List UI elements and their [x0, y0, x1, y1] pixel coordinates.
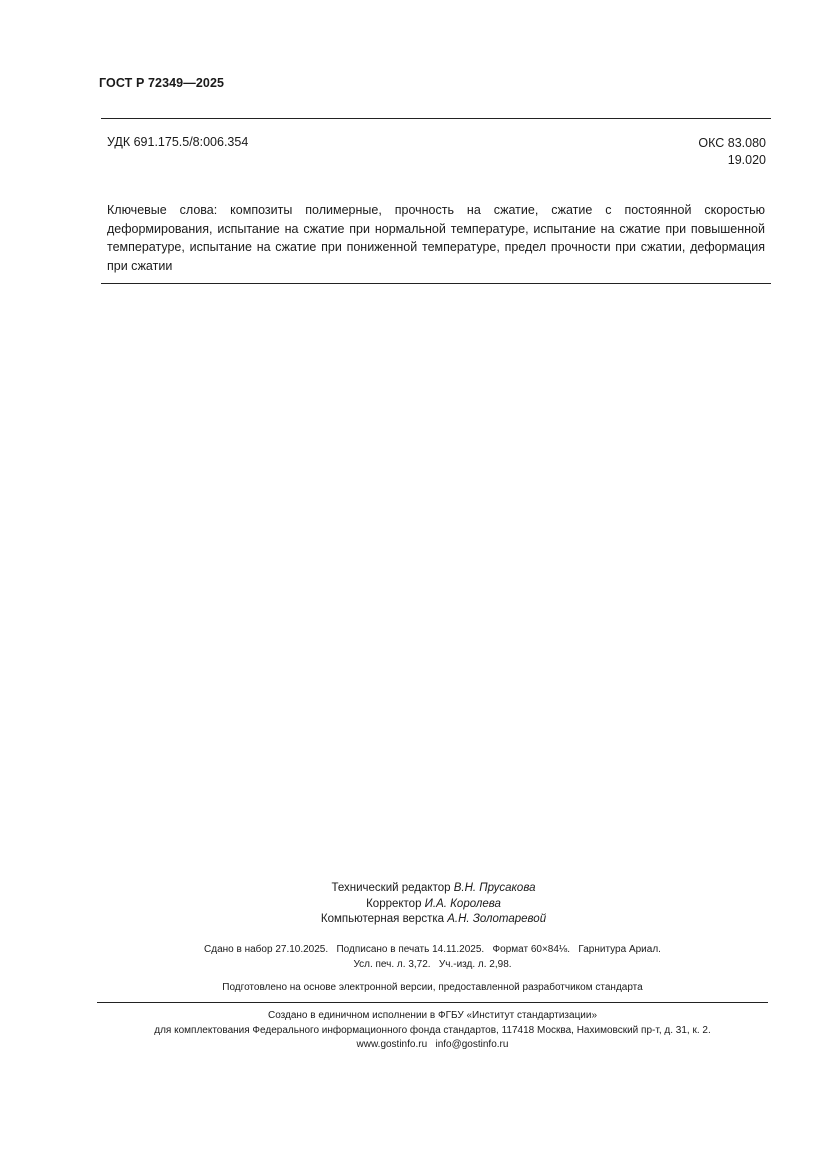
layout-name: А.Н. Золотаревой	[447, 913, 547, 925]
standard-number-header: ГОСТ Р 72349—2025	[99, 76, 225, 90]
prepared-note: Подготовлено на основе электронной версии, предоставленной разработчиком стандарта	[222, 982, 643, 993]
print-info-line2: Усл. печ. л. 3,72. Уч.-изд. л. 2,98.	[353, 959, 512, 970]
layout-label: Компьютерная верстка	[320, 913, 445, 925]
layout-line	[200, 912, 667, 928]
keywords-paragraph: Ключевые слова: композиты полимерные, прочность на сжатие, сжатие с постоянной скоростью деформирования, испытание на сжатие при нормальной температуре, испытание на сжатие при повышенной температуре, испытание на сжатие при пониженной температуре, предел прочности при сжатии, деформация при сжатии	[107, 203, 765, 273]
publisher-line2: для комплектования Федерального информационного фонда стандартов, 117418 Москва, Нахимовский пр-т, д. 31, к. 2.	[154, 1024, 711, 1036]
publisher-contacts: www.gostinfo.ru info@gostinfo.ru	[356, 1039, 509, 1050]
keywords-divider	[101, 283, 771, 284]
oks-code-primary: ОКС 83.080	[698, 136, 766, 150]
print-info-line1: Сдано в набор 27.10.2025. Подписано в печать 14.11.2025. Формат 60×84⅛. Гарнитура Ариал.	[204, 944, 661, 955]
corrector-label: Корректор	[366, 897, 422, 910]
oks-codes	[698, 135, 766, 169]
tech-editor-name: В.Н. Прусакова	[453, 882, 536, 894]
corrector-line	[200, 897, 667, 913]
bottom-divider	[97, 1002, 768, 1003]
credits-block	[200, 881, 667, 928]
publisher-line1: Создано в единичном исполнении в ФГБУ «Институт стандартизации»	[267, 1010, 598, 1021]
oks-code-secondary: 19.020	[727, 153, 766, 167]
tech-editor-label: Технический редактор	[331, 882, 451, 894]
print-info-block	[120, 942, 745, 972]
publisher-block	[100, 1009, 765, 1053]
tech-editor-line	[200, 881, 667, 897]
corrector-name: И.А. Королева	[424, 897, 501, 910]
udk-code: УДК 691.175.5/8:006.354	[107, 135, 249, 149]
top-divider	[101, 118, 771, 119]
